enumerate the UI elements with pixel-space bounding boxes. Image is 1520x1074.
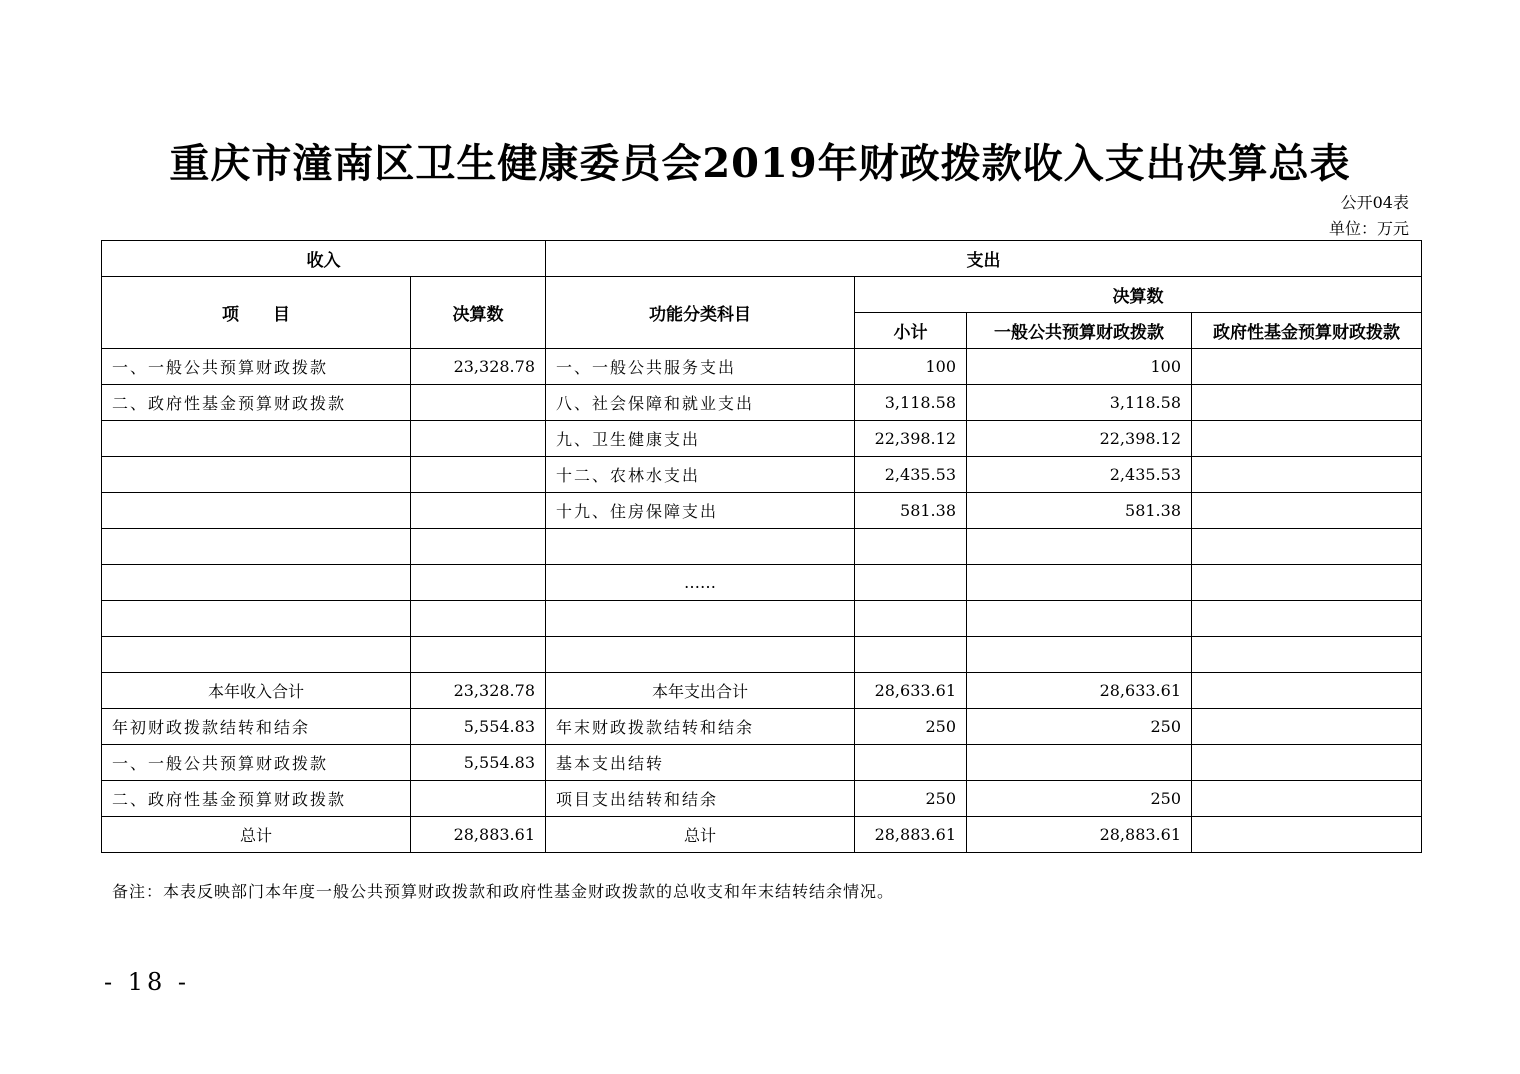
table-row	[102, 421, 1422, 457]
income-item-cell	[102, 457, 411, 493]
fund-budget-cell	[1192, 385, 1422, 421]
subtotal-cell: 22,398.12	[855, 421, 967, 457]
expense-item-cell: 十九、住房保障支出	[546, 493, 855, 529]
table-row	[102, 817, 1422, 853]
general-budget-cell	[967, 637, 1192, 673]
general-budget-cell: 581.38	[967, 493, 1192, 529]
expense-item-cell: 八、社会保障和就业支出	[546, 385, 855, 421]
table-row	[102, 565, 1422, 601]
income-item-cell	[102, 421, 411, 457]
general-budget-cell: 3,118.58	[967, 385, 1192, 421]
expense-item-cell: 项目支出结转和结余	[546, 781, 855, 817]
general-budget-cell: 28,633.61	[967, 673, 1192, 709]
header-item: 项 目	[102, 277, 411, 349]
table-code: 公开04表	[1340, 193, 1409, 212]
fund-budget-cell	[1192, 529, 1422, 565]
general-budget-cell	[967, 745, 1192, 781]
fund-budget-cell	[1192, 349, 1422, 385]
expense-item-cell: 九、卫生健康支出	[546, 421, 855, 457]
fund-budget-cell	[1192, 709, 1422, 745]
subtotal-cell: 2,435.53	[855, 457, 967, 493]
income-amount-cell: 23,328.78	[411, 673, 546, 709]
subtotal-cell: 250	[855, 709, 967, 745]
header-fund-budget: 政府性基金预算财政拨款	[1192, 313, 1422, 349]
fund-budget-cell	[1192, 745, 1422, 781]
header-expense: 支出	[546, 241, 1422, 277]
income-item-cell	[102, 601, 411, 637]
income-item-cell: 年初财政拨款结转和结余	[102, 709, 411, 745]
expense-item-cell: 一、一般公共服务支出	[546, 349, 855, 385]
table-row	[102, 637, 1422, 673]
table-row	[102, 709, 1422, 745]
income-amount-cell: 28,883.61	[411, 817, 546, 853]
fund-budget-cell	[1192, 457, 1422, 493]
income-item-cell	[102, 493, 411, 529]
header-row-1	[102, 241, 1422, 277]
table-row	[102, 673, 1422, 709]
income-item-cell: 二、政府性基金预算财政拨款	[102, 781, 411, 817]
fund-budget-cell	[1192, 781, 1422, 817]
table-row	[102, 493, 1422, 529]
header-function-category: 功能分类科目	[546, 277, 855, 349]
footnote: 备注：本表反映部门本年度一般公共预算财政拨款和政府性基金财政拨款的总收支和年末结转结余情况。	[112, 882, 895, 901]
fund-budget-cell	[1192, 421, 1422, 457]
subtotal-cell: 3,118.58	[855, 385, 967, 421]
general-budget-cell: 250	[967, 781, 1192, 817]
expense-item-cell	[546, 637, 855, 673]
header-row-2	[102, 277, 1422, 313]
expense-item-cell: 年末财政拨款结转和结余	[546, 709, 855, 745]
subtotal-cell	[855, 637, 967, 673]
general-budget-cell	[967, 601, 1192, 637]
expense-item-cell: 基本支出结转	[546, 745, 855, 781]
income-amount-cell	[411, 421, 546, 457]
table-row	[102, 745, 1422, 781]
expense-item-cell: 总计	[546, 817, 855, 853]
fund-budget-cell	[1192, 493, 1422, 529]
income-amount-cell	[411, 457, 546, 493]
expense-item-cell: 本年支出合计	[546, 673, 855, 709]
income-amount-cell	[411, 529, 546, 565]
fund-budget-cell	[1192, 565, 1422, 601]
subtotal-cell: 100	[855, 349, 967, 385]
header-general-budget: 一般公共预算财政拨款	[967, 313, 1192, 349]
budget-table	[101, 240, 1422, 853]
income-amount-cell	[411, 565, 546, 601]
fund-budget-cell	[1192, 637, 1422, 673]
subtotal-cell: 28,883.61	[855, 817, 967, 853]
header-final-amount-group: 决算数	[855, 277, 1422, 313]
subtotal-cell	[855, 529, 967, 565]
fund-budget-cell	[1192, 601, 1422, 637]
general-budget-cell	[967, 529, 1192, 565]
income-item-cell	[102, 565, 411, 601]
header-final-amount: 决算数	[411, 277, 546, 349]
income-item-cell: 总计	[102, 817, 411, 853]
general-budget-cell: 250	[967, 709, 1192, 745]
general-budget-cell: 28,883.61	[967, 817, 1192, 853]
income-item-cell	[102, 529, 411, 565]
income-item-cell: 本年收入合计	[102, 673, 411, 709]
income-amount-cell	[411, 493, 546, 529]
subtotal-cell	[855, 565, 967, 601]
subtotal-cell	[855, 745, 967, 781]
unit-label: 单位：万元	[1328, 219, 1409, 238]
subtotal-cell	[855, 601, 967, 637]
table-row	[102, 781, 1422, 817]
income-item-cell: 二、政府性基金预算财政拨款	[102, 385, 411, 421]
subtotal-cell: 581.38	[855, 493, 967, 529]
expense-item-cell: 十二、农林水支出	[546, 457, 855, 493]
table-row	[102, 529, 1422, 565]
fund-budget-cell	[1192, 817, 1422, 853]
page-title: 重庆市潼南区卫生健康委员会2019年财政拨款收入支出决算总表	[169, 140, 1351, 187]
income-item-cell: 一、一般公共预算财政拨款	[102, 745, 411, 781]
income-amount-cell: 23,328.78	[411, 349, 546, 385]
general-budget-cell: 22,398.12	[967, 421, 1192, 457]
table-row	[102, 457, 1422, 493]
expense-item-cell	[546, 601, 855, 637]
income-amount-cell	[411, 385, 546, 421]
income-item-cell	[102, 637, 411, 673]
table-row	[102, 349, 1422, 385]
fund-budget-cell	[1192, 673, 1422, 709]
header-income: 收入	[102, 241, 546, 277]
income-amount-cell	[411, 781, 546, 817]
income-amount-cell	[411, 637, 546, 673]
subtotal-cell: 250	[855, 781, 967, 817]
general-budget-cell	[967, 565, 1192, 601]
income-amount-cell: 5,554.83	[411, 709, 546, 745]
subtotal-cell: 28,633.61	[855, 673, 967, 709]
income-item-cell: 一、一般公共预算财政拨款	[102, 349, 411, 385]
general-budget-cell: 2,435.53	[967, 457, 1192, 493]
page-number: - 18 -	[104, 968, 191, 996]
expense-item-cell	[546, 529, 855, 565]
income-amount-cell: 5,554.83	[411, 745, 546, 781]
table-row	[102, 601, 1422, 637]
general-budget-cell: 100	[967, 349, 1192, 385]
expense-item-cell: ……	[546, 565, 855, 601]
income-amount-cell	[411, 601, 546, 637]
header-subtotal: 小计	[855, 313, 967, 349]
table-row	[102, 385, 1422, 421]
